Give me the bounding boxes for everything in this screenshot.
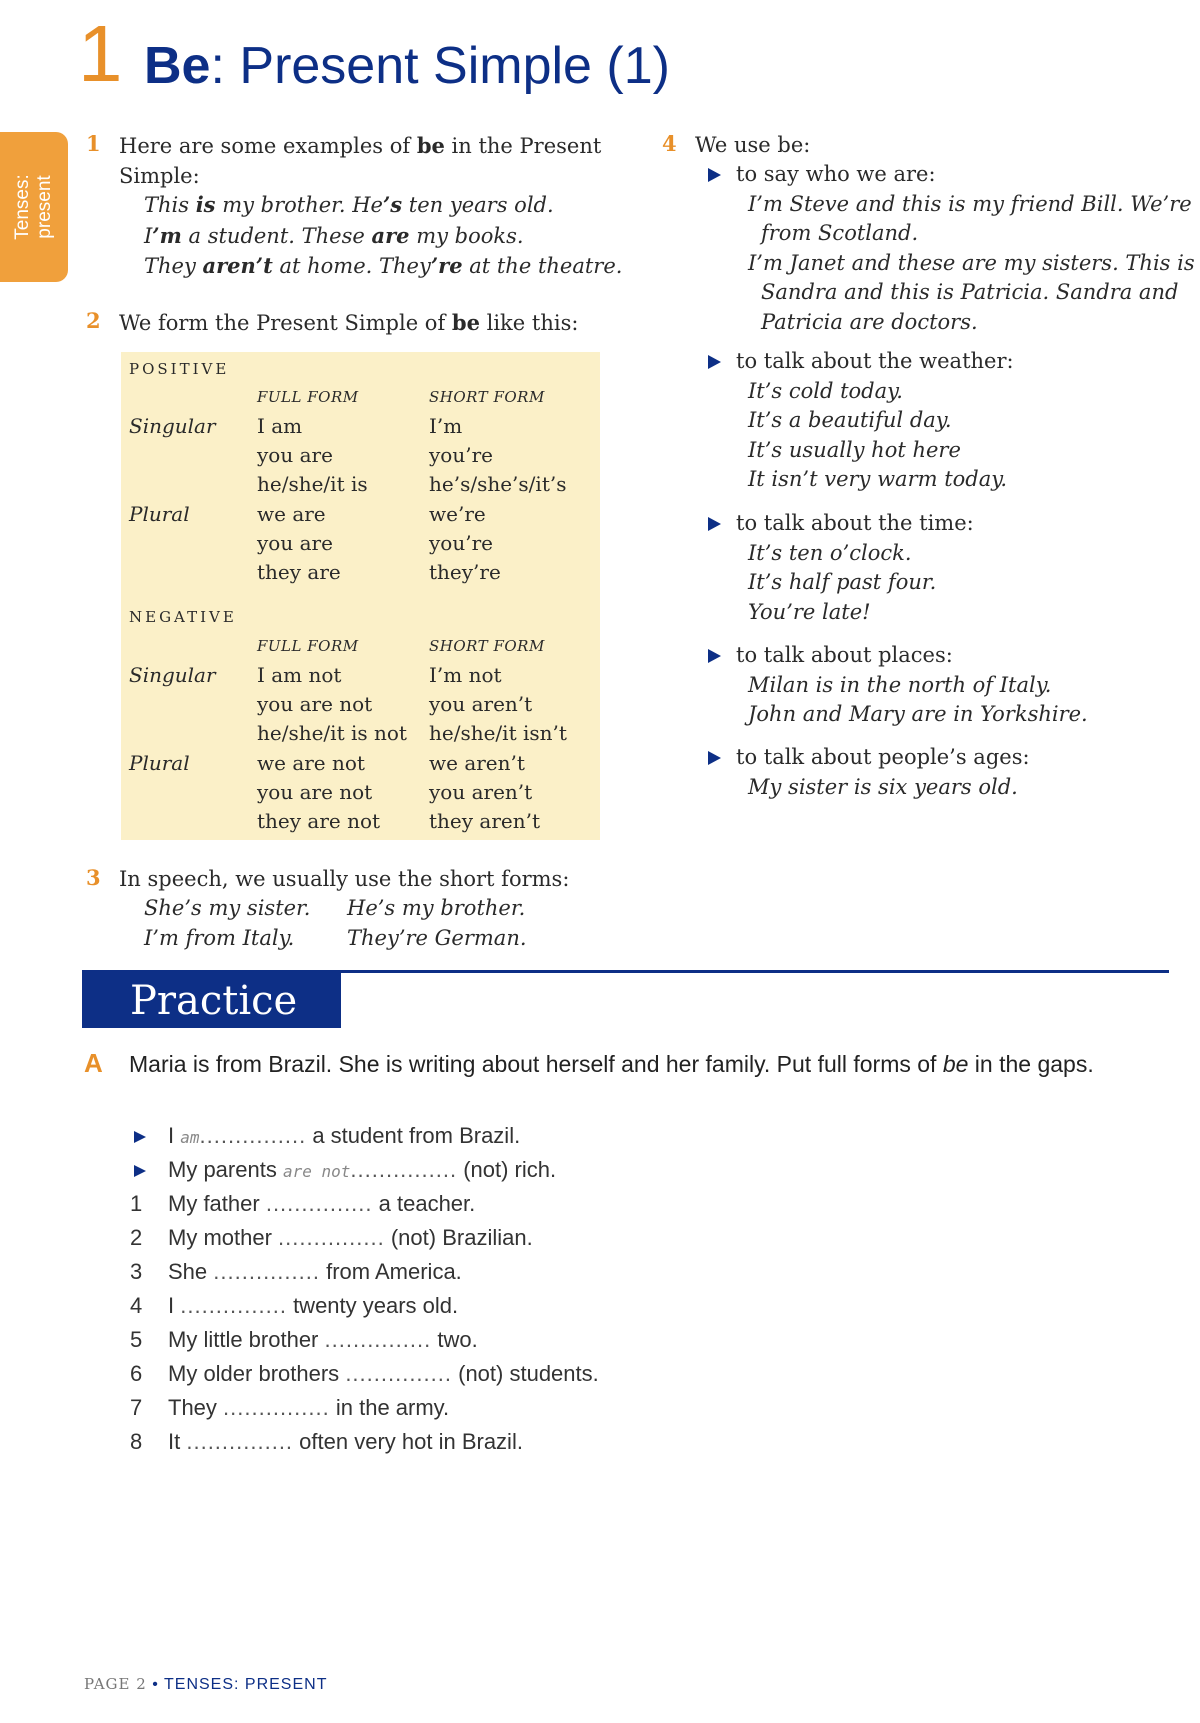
- section-1-intro: [119, 131, 679, 191]
- exercise-rest: (not) students.: [458, 1361, 599, 1386]
- exercise-subject: My older brothers: [168, 1361, 340, 1386]
- exercise-subject: They: [168, 1395, 217, 1420]
- exercise-subject: My mother: [168, 1225, 272, 1250]
- singular-label: Singular: [129, 663, 216, 687]
- short-form-cell: they aren’t: [429, 809, 541, 833]
- example-line: It’s half past four.: [748, 570, 937, 594]
- item-number: 6: [130, 1361, 143, 1386]
- short-form-cell: we aren’t: [429, 751, 525, 775]
- exercise-item[interactable]: [130, 1189, 475, 1219]
- example-answer: are not: [282, 1162, 351, 1181]
- side-tab: [0, 132, 68, 282]
- exercise-item[interactable]: [130, 1359, 599, 1389]
- intro-text: Here are some examples of: [119, 134, 417, 158]
- item-number: 7: [130, 1395, 143, 1420]
- intro-text: in the Present: [444, 134, 602, 158]
- example-line: Sandra and this is Patricia. Sandra and: [761, 280, 1179, 304]
- answer-gap[interactable]: ...............: [213, 1259, 320, 1284]
- example-line: Milan is in the north of Italy.: [748, 673, 1052, 697]
- full-form-cell: you are: [257, 531, 333, 555]
- gap: ...............: [350, 1157, 458, 1182]
- exercise-rest: (not) Brazilian.: [390, 1225, 533, 1250]
- answer-gap[interactable]: ...............: [324, 1327, 432, 1352]
- task-letter: A: [84, 1048, 103, 1078]
- section-1-examples: [144, 190, 622, 282]
- full-form-header: FULL FORM: [257, 637, 359, 655]
- title-bold: Be: [144, 37, 211, 95]
- intro-text: Simple:: [119, 163, 200, 188]
- exercise-rest: two.: [437, 1327, 478, 1352]
- exercise-subject: She: [168, 1259, 208, 1284]
- conjugation-table: [121, 352, 600, 840]
- section-3-text: In speech, we usually use the short forms:: [119, 867, 570, 891]
- negative-label: NEGATIVE: [129, 608, 237, 626]
- example-line: I’m a student. These are my books.: [144, 222, 524, 248]
- short-form-cell: you’re: [429, 531, 493, 555]
- exercise-item[interactable]: [130, 1291, 458, 1321]
- section-number: 2: [86, 308, 101, 333]
- practice-heading: Practice: [130, 978, 298, 1024]
- exercise-rest: in the army.: [335, 1395, 450, 1420]
- full-form-cell: they are not: [257, 809, 381, 833]
- page-number: PAGE 2: [84, 1675, 147, 1693]
- section-number: 1: [86, 131, 101, 156]
- answer-gap[interactable]: ...............: [186, 1429, 294, 1454]
- bullet-arrow-icon: [708, 649, 721, 663]
- short-form-cell: you’re: [429, 443, 493, 467]
- bullet-arrow-icon: [708, 168, 721, 182]
- page-title: [144, 37, 670, 95]
- exercise-subject: I: [168, 1293, 175, 1318]
- example-arrow-icon: [134, 1131, 146, 1143]
- footer-separator: •: [146, 1676, 164, 1693]
- example-line: Patricia are doctors.: [761, 310, 978, 334]
- plural-label: Plural: [129, 502, 190, 526]
- section-2-text: We form the Present Simple of be like this:: [119, 310, 579, 335]
- full-form-cell: he/she/it is: [257, 472, 368, 496]
- example-line: It isn’t very warm today.: [748, 467, 1008, 491]
- short-form-header: SHORT FORM: [429, 388, 545, 406]
- short-form-header: SHORT FORM: [429, 637, 545, 655]
- side-tab-line2: present: [34, 175, 55, 239]
- exercise-subject: I: [168, 1123, 175, 1148]
- exercise-item[interactable]: [130, 1257, 462, 1287]
- example-line: It’s cold today.: [748, 379, 903, 403]
- example-line: They aren’t at home. They’re at the theatre.: [144, 253, 623, 278]
- exercise-rest: twenty years old.: [293, 1293, 459, 1318]
- short-form-cell: we’re: [429, 502, 486, 526]
- side-tab-line1: Tenses:: [12, 174, 33, 240]
- side-tab-label: [12, 174, 56, 239]
- item-number: 4: [130, 1293, 143, 1318]
- example-arrow-icon: [134, 1165, 146, 1177]
- gap: ...............: [199, 1123, 307, 1148]
- intro-be: be: [416, 133, 445, 158]
- short-form-cell: I’m not: [429, 663, 502, 687]
- footer-section: TENSES: PRESENT: [164, 1676, 328, 1693]
- item-number: 5: [130, 1327, 143, 1352]
- exercise-item[interactable]: [130, 1223, 533, 1253]
- exercise-rest: from America.: [326, 1259, 462, 1284]
- full-form-header: FULL FORM: [257, 388, 359, 406]
- example-line: It’s ten o’clock.: [748, 541, 912, 565]
- bullet-arrow-icon: [708, 355, 721, 369]
- unit-number: 1: [78, 9, 123, 98]
- short-form-cell: you aren’t: [429, 780, 533, 804]
- item-number: 8: [130, 1429, 143, 1454]
- positive-label: POSITIVE: [129, 360, 230, 378]
- exercise-item[interactable]: [130, 1427, 523, 1457]
- title-rest: : Present Simple (1): [210, 37, 670, 95]
- item-number: 1: [130, 1191, 143, 1216]
- answer-gap[interactable]: ...............: [278, 1225, 385, 1250]
- answer-gap[interactable]: ...............: [180, 1293, 287, 1318]
- exercise-subject: My father: [168, 1191, 260, 1216]
- bullet-label: to say who we are:: [736, 162, 936, 186]
- example-line: She’s my sister.: [144, 896, 311, 920]
- section-number: 3: [86, 865, 101, 890]
- practice-heading-box: [82, 970, 341, 1028]
- item-number: 3: [130, 1259, 143, 1284]
- bullet-label: to talk about the time:: [736, 511, 974, 535]
- example-line: I’m from Italy.: [144, 926, 295, 950]
- answer-gap[interactable]: ...............: [265, 1191, 373, 1216]
- full-form-cell: you are: [257, 443, 333, 467]
- exercise-rest: a teacher.: [378, 1191, 476, 1216]
- bullet-label: to talk about places:: [736, 643, 953, 667]
- example-line: You’re late!: [748, 600, 871, 624]
- short-form-cell: they’re: [429, 560, 501, 584]
- bullet-arrow-icon: [708, 751, 721, 765]
- bullet-arrow-icon: [708, 517, 721, 531]
- exercise-rest: a student from Brazil.: [312, 1123, 521, 1148]
- example-line: My sister is six years old.: [748, 775, 1018, 799]
- exercise-rest: often very hot in Brazil.: [299, 1429, 523, 1454]
- task-instructions: Maria is from Brazil. She is writing about herself and her family. Put full forms of be in the gaps.: [129, 1051, 1094, 1077]
- short-form-cell: you aren’t: [429, 692, 533, 716]
- answer-gap[interactable]: ...............: [345, 1361, 452, 1386]
- exercise-item[interactable]: [130, 1393, 449, 1423]
- full-form-cell: you are not: [257, 780, 373, 804]
- bullet-label: to talk about people’s ages:: [736, 745, 1030, 769]
- example-line: John and Mary are in Yorkshire.: [748, 702, 1088, 726]
- example-line: I’m Janet and these are my sisters. This is: [748, 251, 1195, 275]
- exercise-subject: My parents: [168, 1157, 277, 1182]
- full-form-cell: I am: [257, 414, 303, 438]
- page-footer: [84, 1675, 327, 1694]
- example-line: It’s a beautiful day.: [748, 408, 952, 432]
- example-line: from Scotland.: [761, 221, 919, 245]
- full-form-cell: you are not: [257, 692, 373, 716]
- bullet-label: to talk about the weather:: [736, 349, 1014, 373]
- example-line: This is my brother. He’s ten years old.: [144, 192, 554, 217]
- example-line: They’re German.: [347, 926, 527, 950]
- example-line: It’s usually hot here: [748, 438, 961, 462]
- singular-label: Singular: [129, 414, 216, 438]
- example-answer: am: [180, 1128, 200, 1147]
- full-form-cell: I am not: [257, 663, 342, 687]
- short-form-cell: I’m: [429, 414, 463, 438]
- plural-label: Plural: [129, 751, 190, 775]
- item-number: 2: [130, 1225, 143, 1250]
- full-form-cell: they are: [257, 560, 341, 584]
- short-form-cell: he/she/it isn’t: [429, 721, 567, 745]
- short-form-cell: he’s/she’s/it’s: [429, 472, 567, 496]
- example-line: He’s my brother.: [347, 896, 526, 920]
- full-form-cell: he/she/it is not: [257, 721, 407, 745]
- example-line: I’m Steve and this is my friend Bill. We’re: [748, 192, 1192, 216]
- exercise-example: [130, 1155, 556, 1185]
- exercise-subject: It: [168, 1429, 181, 1454]
- section-number: 4: [662, 131, 677, 156]
- exercise-rest: (not) rich.: [463, 1157, 557, 1182]
- full-form-cell: we are: [257, 502, 326, 526]
- exercise-subject: My little brother: [168, 1327, 319, 1352]
- exercise-example: [130, 1121, 520, 1151]
- answer-gap[interactable]: ...............: [223, 1395, 330, 1420]
- section-4-intro: We use be:: [695, 133, 811, 157]
- exercise-item[interactable]: [130, 1325, 478, 1355]
- full-form-cell: we are not: [257, 751, 365, 775]
